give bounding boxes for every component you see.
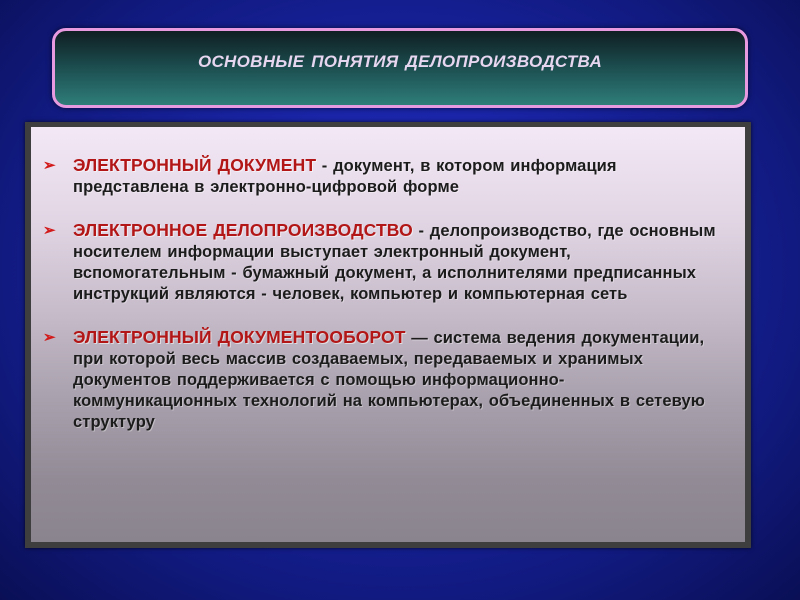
item-text [73,155,727,198]
definition-electronic-document: - документ, в котором информация представлена в электронно-цифровой форме [73,157,617,196]
term-electronic-document-flow: ЭЛЕКТРОННЫЙ ДОКУМЕНТООБОРОТ [73,327,406,347]
term-electronic-document: ЭЛЕКТРОННЫЙ ДОКУМЕНТ [73,155,317,175]
content-frame [25,122,751,548]
definition-electronic-records-management: - делопроизводство, где основным носителем информации выступает электронный документ, вспомогательным - бумажный документ, а исполнителями предписанных инструкций являются - человек, компьютер и компьютерная сеть [73,222,716,303]
content-panel [31,127,745,542]
slide-title: ОСНОВНЫЕ ПОНЯТИЯ ДЕЛОПРОИЗВОДСТВА [197,52,603,71]
arrow-bullet-icon: ➢ [43,157,56,174]
arrow-bullet-icon: ➢ [43,329,56,346]
list-item [41,220,727,305]
arrow-bullet-icon: ➢ [43,222,56,239]
term-electronic-records-management: ЭЛЕКТРОННОЕ ДЕЛОПРОИЗВОДСТВО [73,220,413,240]
item-text [73,220,727,305]
definition-electronic-document-flow: — система ведения документации, при которой весь массив создаваемых, передаваемых и хранимых документов поддерживается с помощью информационно-коммуникационных технологий на компьютерах, объединенных в сетевую структуру [73,329,705,431]
list-item [41,155,727,198]
slide-title-box [52,28,748,108]
list-item [41,327,727,433]
item-text [73,327,727,433]
